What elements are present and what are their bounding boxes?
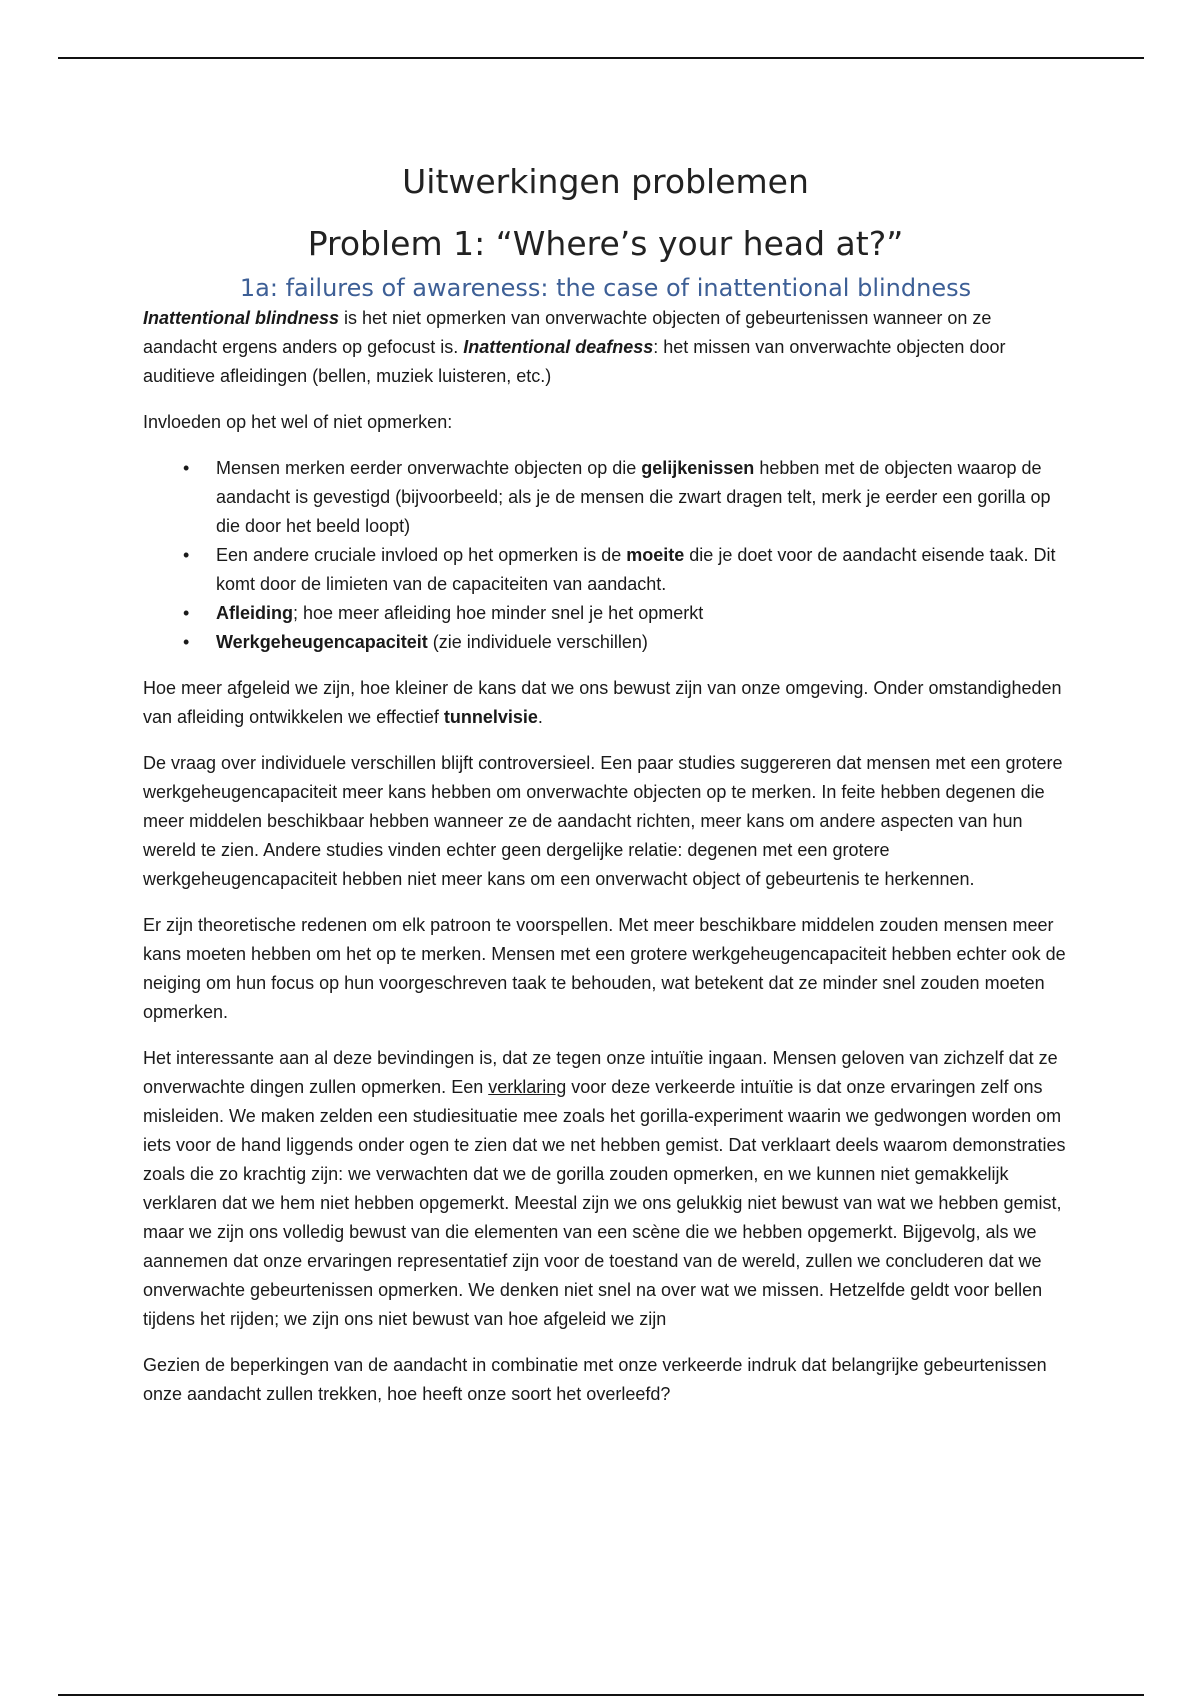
- term-inattentional-blindness: Inattentional blindness: [143, 308, 340, 328]
- section-text: [143, 304, 1068, 1409]
- term-inattentional-deafness: Inattentional deafness: [463, 337, 654, 357]
- list-item: • Werkgeheugencapaciteit (zie individuele verschillen): [143, 628, 1068, 657]
- paragraph-theoretical-reasons: Er zijn theoretische redenen om elk patroon te voorspellen. Met meer beschikbare middelen zouden mensen meer kans moeten hebben om het op te merken. Mensen met een grotere werkgeheugencapaciteit hebben echter ook de neiging om hun focus op hun voorgeschreven taak te behouden, wat betekent dat ze minder snel zouden moeten opmerken.: [143, 915, 1066, 1022]
- section-heading: 1a: failures of awareness: the case of inattentional blindness: [239, 274, 972, 302]
- paragraph-influences-intro: Invloeden op het wel of niet opmerken:: [143, 412, 453, 432]
- bullet-icon: •: [183, 458, 190, 478]
- footer-rule: [58, 1694, 1144, 1696]
- definition-text: is het niet opmerken van onverwachte objecten of gebeurtenissen wanneer on ze aandacht ergens anders op gefocust is.: [143, 308, 992, 357]
- paragraph-intuition: Het interessante aan al deze bevindingen is, dat ze tegen onze intuïtie ingaan. Mensen geloven van zichzelf dat ze onverwachte dingen zullen opmerken. Een verklaring voor deze verkeerde intuïtie is dat onze ervaringen zelf ons misleiden. We maken zelden een studiesituatie mee zoals het gorilla-experiment waarin we gedwongen worden om iets voor de hand liggends onder ogen te zien dat we net hebben gemist. Dat verklaart deels waarom demonstraties zoals die zo krachtig zijn: we verwachten dat we de gorilla zouden opmerken, en we kunnen niet gemakkelijk verklaren dat we hem niet hebben opgemerkt. Meestal zijn we ons gelukkig niet bewust van wat we hebben gemist, maar we zijn ons volledig bewust van die elementen van een scène die we hebben opgemerkt. Bijgevolg, als we aannemen dat onze ervaringen representatief zijn voor de toestand van de wereld, zullen we concluderen dat we onverwachte gebeurtenissen opmerken. We denken niet snel na over wat we missen. Hetzelfde geldt voor bellen tijdens het rijden; we zijn ons niet bewust van hoe afgeleid we zijn: [143, 1048, 1066, 1329]
- list-item: • Mensen merken eerder onverwachte objecten op die gelijkenissen hebben met de objecten waarop de aandacht is gevestigd (bijvoorbeeld; als je de mensen die zwart dragen telt, merk je eerder een gorilla op die door het beeld loopt): [143, 454, 1068, 541]
- header-rule: [58, 57, 1144, 59]
- paragraph-tunnel-vision: Hoe meer afgeleid we zijn, hoe kleiner de kans dat we ons bewust zijn van onze omgeving. Onder omstandigheden van afleiding ontwikkelen we effectief tunnelvisie.: [143, 678, 1062, 727]
- list-item: • Afleiding; hoe meer afleiding hoe minder snel je het opmerkt: [143, 599, 1068, 628]
- bullet-icon: •: [183, 603, 190, 623]
- paragraph-definition: [143, 304, 1068, 391]
- document-body: [143, 160, 1068, 1426]
- bullet-icon: •: [183, 545, 190, 565]
- document-title: Uitwerkingen problemen: [402, 162, 809, 201]
- definition-text-2: : het missen van onverwachte objecten door auditieve afleidingen (bellen, muziek luisteren, etc.): [143, 337, 1006, 386]
- list-item: • Een andere cruciale invloed op het opmerken is de moeite die je doet voor de aandacht eisende taak. Dit komt door de limieten van de capaciteiten van aandacht.: [143, 541, 1068, 599]
- bullet-icon: •: [183, 632, 190, 652]
- paragraph-conclusion: Gezien de beperkingen van de aandacht in combinatie met onze verkeerde indruk dat belangrijke gebeurtenissen onze aandacht zullen trekken, hoe heeft onze soort het overleefd?: [143, 1355, 1047, 1404]
- underlined-term: verklaring: [488, 1077, 567, 1097]
- influences-list: [143, 454, 1068, 657]
- problem-heading: Problem 1: “Where’s your head at?”: [307, 224, 904, 263]
- paragraph-individual-differences: De vraag over individuele verschillen blijft controversieel. Een paar studies suggereren dat mensen met een grotere werkgeheugencapaciteit meer kans hebben om onverwachte objecten op te merken. In feite hebben degenen die meer middelen beschikbaar hebben wanneer ze de aandacht richten, meer kans om andere aspecten van hun wereld te zien. Andere studies vinden echter geen dergelijke relatie: degenen met een grotere werkgeheugencapaciteit hebben niet meer kans om een onverwacht object of gebeurtenis te herkennen.: [143, 753, 1063, 889]
